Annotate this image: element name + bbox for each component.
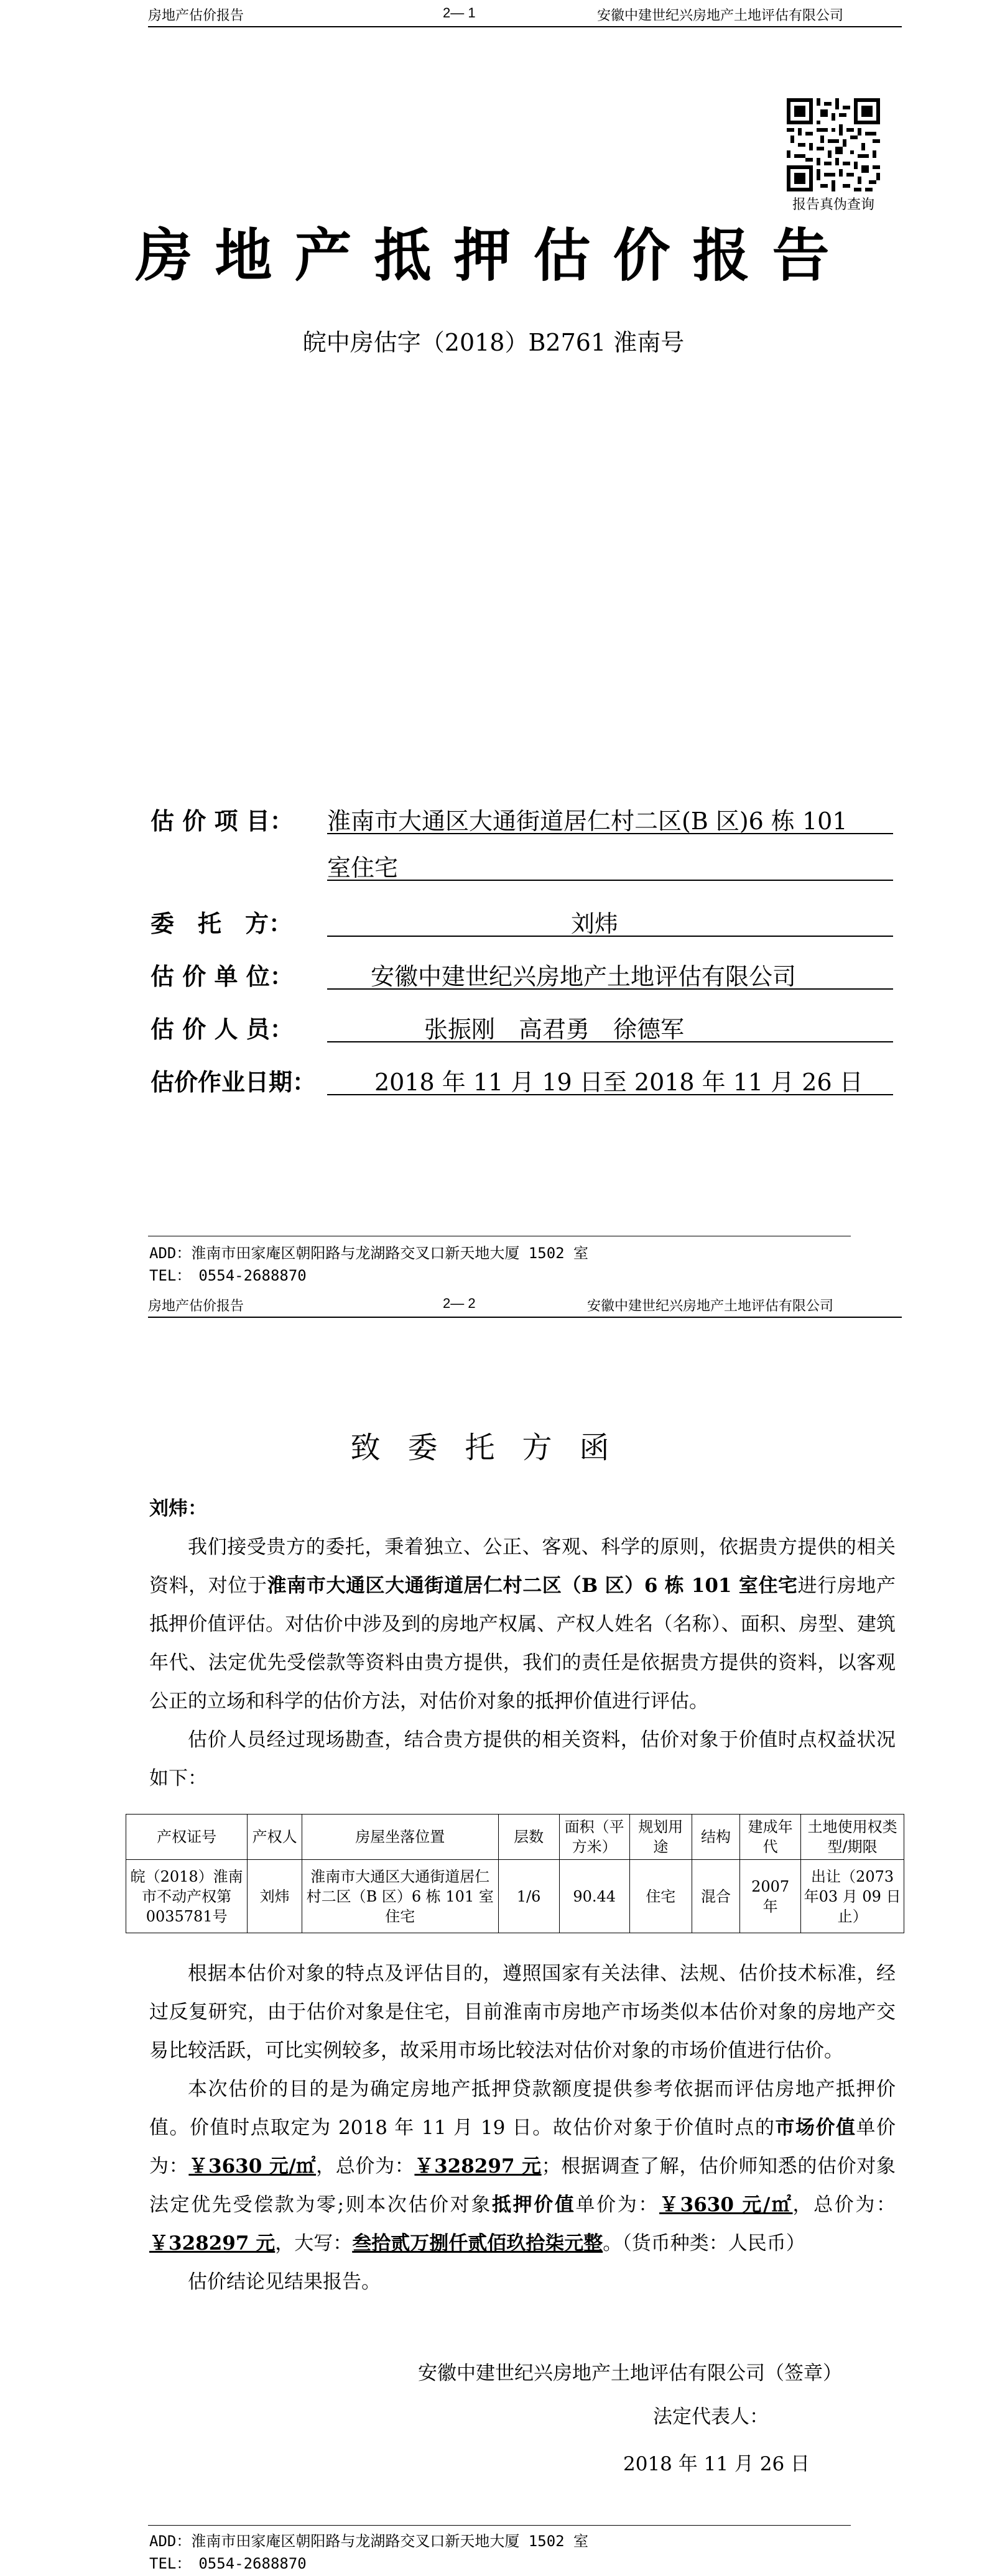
p4-amount-in-words: 叁拾贰万捌仟贰佰玖拾柒元整: [352, 2232, 603, 2255]
page2-footer-tel: TEL： 0554-2688870: [149, 2555, 307, 2572]
table-header-row: [126, 1815, 904, 1860]
th-cert-no: 产权证号: [126, 1815, 248, 1860]
page1-footer-address: ADD：淮南市田家庵区朝阳路与龙湖路交叉口新天地大厦 1502 室: [149, 1244, 589, 1262]
field-label-work-dates: 估价作业日期：: [151, 1068, 317, 1096]
page2-footer-address: ADD：淮南市田家庵区朝阳路与龙湖路交叉口新天地大厦 1502 室: [149, 2532, 589, 2550]
report-title: 房地产抵押估价报告: [135, 222, 852, 289]
th-area: 面积（平方米）: [559, 1815, 629, 1860]
report-number: 皖中房估字（2018）B2761 淮南号: [302, 329, 685, 356]
th-location: 房屋坐落位置: [302, 1815, 498, 1860]
p4-market-value-label: 市场价值: [775, 2117, 856, 2139]
page2-header-left: 房地产估价报告: [148, 1298, 244, 1313]
p4-text-o: 。（货币种类：人民币）: [603, 2232, 805, 2255]
letter-paragraph-3: 根据本估价对象的特点及评估目的，遵照国家有关法律、法规、估价技术标准，经过反复研究，由于估价对象是住宅，目前淮南市房地产市场类似本估价对象的房地产交易比较活跃，可比实例较多，故采用市场比较法对估价对象的市场价值进行估价。: [149, 1962, 896, 2062]
field-value-appraisers: 张振刚 高君勇 徐德军: [424, 1016, 685, 1043]
letter-paragraph-5: 估价结论见结果报告。: [188, 2271, 381, 2293]
qr-code-icon: [787, 98, 880, 191]
field-underline-client: [327, 936, 893, 937]
p4-text-e: ，总价为：: [316, 2155, 415, 2178]
field-underline-appraisers: [327, 1041, 893, 1042]
field-value-project-line2: 室住宅: [327, 854, 399, 881]
page1-header-page: 2— 1: [443, 5, 476, 21]
th-land-type: 土地使用权类型/期限: [801, 1815, 904, 1860]
p1-text-c: 进行房地产抵押价值评估。对估价中涉及到的房地产权属、产权人姓名（名称）、面积、房型、建筑年代、法定优先受偿款等资料由贵方提供，我们的责任是依据贵方提供的资料，以客观公正的立场和科学的估价方法，对估价对象的抵押价值进行评估。: [149, 1575, 896, 1713]
field-value-project: 淮南市大通区大通街道居仁村二区(B 区)6 栋 101: [327, 807, 848, 835]
cell-area: 90.44: [559, 1860, 629, 1933]
cell-owner: 刘炜: [248, 1860, 302, 1933]
th-owner: 产权人: [248, 1815, 302, 1860]
field-label-client: 委 托 方：: [151, 909, 293, 937]
p4-text-a: 本次估价的目的是为确定房地产抵押贷款额度提供参考依据而评估房地产抵押价值。价值时点取定为 2018 年 11 月 19 日。故估价对象于价值时点的: [149, 2078, 896, 2139]
th-year: 建成年代: [740, 1815, 801, 1860]
cell-location: 淮南市大通区大通街道居仁村二区（B 区）6 栋 101 室住宅: [302, 1860, 498, 1933]
p4-market-total-price: ￥328297 元: [414, 2155, 542, 2178]
cell-structure: 混合: [692, 1860, 739, 1933]
th-use: 规划用途: [629, 1815, 692, 1860]
th-structure: 结构: [692, 1815, 739, 1860]
page1-header-left: 房地产估价报告: [148, 7, 244, 23]
property-rights-table: [126, 1814, 904, 1933]
cell-cert-no: 皖（2018）淮南市不动产权第0035781号: [126, 1860, 248, 1933]
page1-header-rule: [148, 26, 902, 27]
cell-land-type: 出让（2073 年03 月 09 日止）: [801, 1860, 904, 1933]
qr-caption: 报告真伪查询: [792, 197, 874, 213]
field-value-appraiser-org: 安徽中建世纪兴房地产土地评估有限公司: [371, 963, 797, 990]
table-row: [126, 1860, 904, 1933]
p4-text-g: ；根据调查了解，估价师知悉的估价对象法定优先受偿款为零;则本次估价对象: [149, 2155, 896, 2216]
th-floors: 层数: [498, 1815, 559, 1860]
signature-date: 2018 年 11 月 26 日: [623, 2453, 810, 2475]
letter-paragraph-4: [149, 2070, 896, 2263]
field-label-appraisers: 估 价 人 员：: [151, 1015, 294, 1043]
field-value-client: 刘炜: [571, 910, 619, 937]
letter-paragraph-2: 估价人员经过现场勘查，结合贵方提供的相关资料，估价对象于价值时点权益状况如下：: [149, 1729, 896, 1790]
letter-salutation: 刘炜：: [149, 1497, 207, 1520]
page2-header-page: 2— 2: [443, 1295, 476, 1311]
page2-header-right: 安徽中建世纪兴房地产土地评估有限公司: [587, 1298, 834, 1313]
signature-company: 安徽中建世纪兴房地产土地评估有限公司（签章）: [418, 2362, 842, 2385]
field-underline-project: [327, 833, 893, 834]
page1-footer-tel: TEL： 0554-2688870: [149, 1267, 307, 1284]
p4-market-unit-price: ￥3630 元/㎡: [188, 2155, 317, 2178]
cell-use: 住宅: [629, 1860, 692, 1933]
cell-year: 2007 年: [740, 1860, 801, 1933]
field-value-work-dates: 2018 年 11 月 19 日至 2018 年 11 月 26 日: [374, 1069, 863, 1096]
p1-property-address: 淮南市大通区大通街道居仁村二区（B 区）6 栋 101 室住宅: [267, 1575, 798, 1597]
field-underline-work-dates: [327, 1094, 893, 1095]
p4-text-i: 单价为：: [575, 2194, 660, 2216]
cell-floors: 1/6: [498, 1860, 559, 1933]
signature-legal-rep: 法定代表人：: [653, 2406, 769, 2428]
p1-text-a: 我们接受贵方的委托，秉着独立、公正、客观、科学的原则，依据贵方提供的相关资料，对位于: [149, 1536, 896, 1597]
p4-mortgage-total-price: ￥328297 元: [149, 2232, 276, 2255]
field-underline-project-2: [327, 880, 893, 881]
page2-header-rule: [148, 1317, 902, 1318]
p4-text-m: ，大写：: [275, 2232, 353, 2255]
page2-footer-rule: [148, 2525, 851, 2526]
page1-header-right: 安徽中建世纪兴房地产土地评估有限公司: [597, 7, 844, 23]
field-label-appraiser-org: 估 价 单 位：: [151, 962, 294, 990]
letter-title: 致委托方函: [350, 1430, 637, 1465]
p4-mortgage-unit-price: ￥3630 元/㎡: [659, 2194, 793, 2216]
letter-paragraph-1: [149, 1528, 896, 1721]
field-underline-appraiser-org: [327, 988, 893, 990]
field-label-project: 估 价 项 目：: [151, 807, 294, 835]
p4-text-c: 单价为：: [149, 2117, 896, 2178]
p4-text-k: ，总价为：: [792, 2194, 896, 2216]
p4-mortgage-value-label: 抵押价值: [492, 2194, 576, 2216]
